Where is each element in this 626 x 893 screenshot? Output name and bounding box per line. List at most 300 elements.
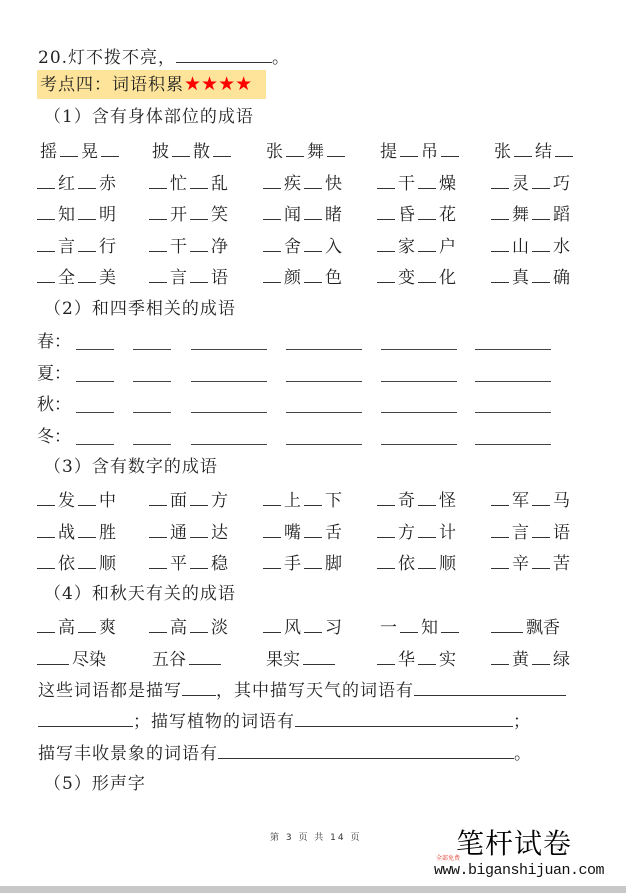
answer-blank[interactable] (263, 171, 281, 189)
idiom-item (377, 520, 459, 544)
idiom-character: 怪 (439, 491, 456, 511)
answer-blank[interactable] (418, 488, 436, 506)
idiom-item (149, 234, 231, 258)
idiom-item (263, 139, 345, 163)
answer-blank[interactable] (37, 615, 55, 633)
idiom-item (491, 234, 573, 258)
answer-blank[interactable] (78, 520, 96, 538)
idiom-character: 美 (99, 268, 116, 288)
idiom-character: 知 (58, 205, 75, 225)
answer-blank[interactable] (304, 171, 322, 189)
idiom-character: 一 (380, 618, 397, 638)
idiom-character: 摇 (40, 142, 57, 162)
answer-blank[interactable] (491, 202, 509, 220)
question-20-end: 。 (272, 48, 291, 68)
answer-blank[interactable] (304, 488, 322, 506)
idiom-character: 舞 (307, 142, 324, 162)
answer-blank[interactable] (76, 349, 114, 350)
answer-blank[interactable] (182, 679, 216, 696)
answer-blank[interactable] (37, 520, 55, 538)
answer-blank[interactable] (532, 202, 550, 220)
answer-blank[interactable] (190, 551, 208, 569)
answer-blank[interactable] (400, 139, 418, 157)
idiom-character: 下 (325, 491, 342, 511)
answer-blank[interactable] (190, 171, 208, 189)
idiom-item (377, 488, 459, 512)
idiom-character: 干 (170, 236, 187, 257)
idiom-item (149, 171, 231, 195)
answer-blank[interactable] (377, 551, 395, 569)
idiom-item (263, 520, 345, 544)
idiom-item (149, 551, 231, 575)
answer-blank[interactable] (37, 202, 55, 220)
answer-blank[interactable] (190, 488, 208, 506)
sentence-text: ，其中描写天气的词语有 (216, 681, 414, 701)
answer-blank[interactable] (76, 444, 114, 445)
answer-blank[interactable] (133, 412, 171, 413)
season-row (37, 426, 597, 448)
idiom-character: 顺 (439, 554, 456, 574)
idiom-character: 实 (439, 649, 456, 670)
idiom-character: 五谷 (152, 649, 186, 670)
idiom-item (263, 488, 345, 512)
answer-blank[interactable] (149, 265, 167, 283)
idiom-row (37, 551, 597, 573)
idiom-item (37, 171, 119, 195)
idiom-character: 真 (512, 268, 529, 288)
idiom-item (37, 647, 109, 671)
idiom-character: 华 (398, 649, 415, 670)
idiom-character: 果实 (266, 649, 300, 670)
idiom-character: 嘴 (284, 522, 301, 543)
answer-blank[interactable] (377, 488, 395, 506)
idiom-item (491, 202, 573, 226)
idiom-character: 昏 (398, 205, 415, 225)
idiom-character: 变 (398, 268, 415, 288)
idiom-character: 干 (398, 173, 415, 194)
idiom-character: 舍 (284, 236, 301, 257)
idiom-character: 言 (58, 236, 75, 257)
answer-blank[interactable] (189, 647, 221, 665)
answer-blank[interactable] (37, 647, 69, 665)
idiom-item (37, 615, 119, 639)
idiom-row (37, 488, 597, 510)
answer-blank[interactable] (37, 265, 55, 283)
section-heading (40, 73, 252, 96)
idiom-character: 结 (535, 142, 552, 162)
answer-blank[interactable] (263, 615, 281, 633)
idiom-character: 黄 (512, 649, 529, 670)
idiom-item (37, 488, 119, 512)
idiom-character: 灵 (512, 173, 529, 194)
idiom-character: 巧 (553, 173, 570, 194)
sentence-text: 描写丰收景象的词语有 (38, 744, 218, 764)
answer-blank[interactable] (149, 615, 167, 633)
idiom-item (37, 234, 119, 258)
answer-blank[interactable] (304, 234, 322, 252)
idiom-item (37, 551, 119, 575)
idiom-character: 语 (211, 268, 228, 288)
star-rating-icon: ★★★★ (184, 73, 253, 95)
sentence-text: ； (513, 712, 531, 732)
idiom-character: 苦 (553, 554, 570, 574)
answer-blank[interactable] (191, 412, 267, 413)
answer-blank[interactable] (491, 265, 509, 283)
idiom-row (37, 520, 597, 542)
answer-blank[interactable] (418, 520, 436, 538)
idiom-character: 飘香 (526, 618, 560, 638)
idiom-item (263, 615, 345, 639)
idiom-character: 依 (58, 554, 75, 574)
answer-blank[interactable] (532, 171, 550, 189)
idiom-character: 家 (398, 236, 415, 257)
idiom-item (491, 615, 563, 639)
answer-blank[interactable] (263, 551, 281, 569)
part4-sentence-1 (38, 679, 566, 702)
answer-blank[interactable] (418, 265, 436, 283)
answer-blank[interactable] (263, 202, 281, 220)
answer-blank[interactable] (304, 265, 322, 283)
answer-blank[interactable] (304, 551, 322, 569)
answer-blank[interactable] (532, 234, 550, 252)
part4-sentence-2 (38, 710, 531, 733)
idiom-character: 方 (211, 491, 228, 511)
idiom-character: 尽染 (72, 649, 106, 670)
question-20-text: 20.灯不拨不亮， (38, 48, 177, 68)
idiom-character: 辛 (512, 554, 529, 574)
idiom-character: 知 (421, 618, 438, 638)
idiom-character: 手 (284, 554, 301, 574)
answer-blank[interactable] (441, 615, 459, 633)
idiom-item (149, 615, 231, 639)
answer-blank[interactable] (532, 488, 550, 506)
idiom-row (37, 615, 597, 637)
answer-blank[interactable] (149, 171, 167, 189)
answer-blank[interactable] (78, 171, 96, 189)
idiom-item (377, 551, 459, 575)
answer-blank[interactable] (133, 381, 171, 382)
idiom-character: 吊 (421, 142, 438, 162)
idiom-item (491, 520, 573, 544)
idiom-item (491, 265, 573, 289)
answer-blank[interactable] (475, 381, 551, 382)
idiom-item (491, 139, 573, 163)
idiom-item (263, 265, 345, 289)
idiom-character: 花 (439, 205, 456, 225)
answer-blank[interactable] (377, 171, 395, 189)
idiom-character: 赤 (99, 173, 116, 194)
idiom-row (37, 139, 597, 161)
answer-blank[interactable] (263, 265, 281, 283)
idiom-item (149, 202, 231, 226)
idiom-item (491, 171, 573, 195)
answer-blank[interactable] (475, 349, 551, 350)
idiom-character: 发 (58, 491, 75, 511)
idiom-character: 达 (211, 522, 228, 543)
idiom-item (377, 234, 459, 258)
answer-blank[interactable] (78, 615, 96, 633)
answer-blank[interactable] (295, 710, 513, 727)
answer-blank[interactable] (76, 412, 114, 413)
answer-blank[interactable] (286, 139, 304, 157)
answer-blank[interactable] (377, 520, 395, 538)
answer-blank[interactable] (532, 647, 550, 665)
idiom-character: 舞 (512, 205, 529, 225)
idiom-character: 高 (170, 618, 187, 638)
answer-blank[interactable] (491, 615, 523, 633)
season-row (37, 363, 597, 385)
idiom-row (37, 647, 597, 669)
answer-blank[interactable] (377, 265, 395, 283)
answer-blank[interactable] (286, 444, 362, 445)
answer-blank[interactable] (491, 520, 509, 538)
answer-blank[interactable] (37, 551, 55, 569)
answer-blank[interactable] (78, 488, 96, 506)
answer-blank[interactable] (491, 234, 509, 252)
answer-blank[interactable] (78, 202, 96, 220)
idiom-row (37, 171, 597, 193)
season-row (37, 394, 597, 416)
answer-blank[interactable] (149, 551, 167, 569)
idiom-item (37, 202, 119, 226)
answer-blank[interactable] (37, 488, 55, 506)
answer-blank[interactable] (303, 647, 335, 665)
season-label: 夏： (37, 363, 71, 384)
idiom-character: 奇 (398, 491, 415, 511)
idiom-character: 行 (99, 236, 116, 257)
answer-blank[interactable] (475, 412, 551, 413)
answer-blank[interactable] (414, 679, 566, 696)
answer-blank[interactable] (304, 202, 322, 220)
answer-blank[interactable] (37, 171, 55, 189)
answer-blank[interactable] (491, 171, 509, 189)
idiom-item (149, 520, 231, 544)
answer-blank[interactable] (263, 488, 281, 506)
idiom-character: 燥 (439, 173, 456, 194)
answer-blank[interactable] (418, 171, 436, 189)
answer-blank[interactable] (381, 444, 457, 445)
idiom-character: 计 (439, 522, 456, 543)
idiom-character: 颜 (284, 268, 301, 288)
idiom-item (377, 265, 459, 289)
answer-blank[interactable] (190, 615, 208, 633)
idiom-row (37, 265, 597, 287)
idiom-item (263, 171, 345, 195)
idiom-character: 淡 (211, 618, 228, 638)
answer-blank[interactable] (304, 615, 322, 633)
season-row (37, 331, 597, 353)
answer-blank[interactable] (286, 412, 362, 413)
answer-blank[interactable] (101, 139, 119, 157)
idiom-character: 开 (170, 205, 187, 225)
idiom-character: 张 (494, 142, 511, 162)
idiom-character: 面 (170, 491, 187, 511)
answer-blank[interactable] (381, 412, 457, 413)
answer-blank[interactable] (133, 444, 171, 445)
idiom-character: 中 (99, 491, 116, 511)
idiom-character: 绿 (553, 649, 570, 670)
idiom-character: 山 (512, 236, 529, 257)
answer-blank[interactable] (76, 381, 114, 382)
part4-sentence-3 (38, 742, 532, 765)
section-heading-title: 考点四：词语积累 (40, 75, 184, 95)
answer-blank[interactable] (133, 349, 171, 350)
season-label: 春： (37, 332, 71, 352)
answer-blank[interactable] (191, 444, 267, 445)
answer-blank[interactable] (190, 520, 208, 538)
idiom-character: 净 (211, 236, 228, 257)
answer-blank[interactable] (172, 139, 190, 157)
idiom-character: 方 (398, 522, 415, 543)
answer-blank[interactable] (263, 234, 281, 252)
answer-blank[interactable] (418, 202, 436, 220)
idiom-character: 水 (553, 236, 570, 257)
answer-blank[interactable] (190, 234, 208, 252)
answer-blank[interactable] (149, 488, 167, 506)
idiom-item (263, 551, 345, 575)
idiom-item (377, 647, 459, 671)
idiom-item (377, 139, 459, 163)
idiom-character: 疾 (284, 173, 301, 194)
idiom-character: 明 (99, 205, 116, 225)
idiom-item (491, 488, 573, 512)
answer-blank[interactable] (60, 139, 78, 157)
season-label: 冬： (37, 426, 71, 447)
answer-blank[interactable] (191, 349, 267, 350)
idiom-character: 张 (266, 142, 283, 162)
page-indicator: 第 3 页 共 14 页 (270, 833, 362, 843)
idiom-character: 语 (553, 522, 570, 543)
answer-blank[interactable] (218, 742, 514, 759)
idiom-character: 确 (553, 268, 570, 288)
idiom-character: 战 (58, 522, 75, 543)
answer-blank[interactable] (190, 202, 208, 220)
part3-title: （3）含有数字的成语 (44, 457, 218, 477)
idiom-character: 蹈 (553, 205, 570, 225)
idiom-item (149, 265, 231, 289)
idiom-character: 快 (325, 173, 342, 194)
answer-blank[interactable] (37, 234, 55, 252)
idiom-item (37, 139, 119, 163)
answer-blank[interactable] (286, 349, 362, 350)
site-logo-title: 笔杆试卷 (456, 827, 573, 860)
idiom-item (149, 647, 221, 671)
page-bottom-bar (0, 886, 626, 893)
idiom-character: 乱 (211, 173, 228, 194)
answer-blank[interactable] (176, 46, 272, 63)
idiom-character: 提 (380, 142, 397, 162)
answer-blank[interactable] (377, 647, 395, 665)
question-20 (38, 46, 290, 69)
answer-blank[interactable] (532, 520, 550, 538)
idiom-character: 风 (284, 618, 301, 638)
answer-blank[interactable] (514, 139, 532, 157)
idiom-character: 军 (512, 491, 529, 511)
idiom-item (263, 202, 345, 226)
answer-blank[interactable] (377, 234, 395, 252)
idiom-item (377, 202, 459, 226)
answer-blank[interactable] (532, 551, 550, 569)
answer-blank[interactable] (400, 615, 418, 633)
idiom-character: 胜 (99, 522, 116, 543)
answer-blank[interactable] (491, 488, 509, 506)
answer-blank[interactable] (491, 551, 509, 569)
idiom-item (491, 647, 573, 671)
sentence-text: 这些词语都是描写 (38, 681, 182, 701)
idiom-character: 晃 (81, 142, 98, 162)
answer-blank[interactable] (38, 710, 133, 727)
part1-title: （1）含有身体部位的成语 (44, 107, 254, 127)
answer-blank[interactable] (78, 265, 96, 283)
answer-blank[interactable] (377, 202, 395, 220)
answer-blank[interactable] (532, 265, 550, 283)
idiom-row (37, 234, 597, 256)
answer-blank[interactable] (78, 551, 96, 569)
idiom-character: 高 (58, 618, 75, 638)
answer-blank[interactable] (418, 551, 436, 569)
idiom-character: 笑 (211, 205, 228, 225)
idiom-character: 全 (58, 268, 75, 288)
idiom-character: 化 (439, 268, 456, 288)
idiom-item (263, 234, 345, 258)
answer-blank[interactable] (213, 139, 231, 157)
idiom-character: 依 (398, 554, 415, 574)
site-logo-tag: 全部免费 (436, 855, 461, 862)
answer-blank[interactable] (149, 234, 167, 252)
answer-blank[interactable] (327, 139, 345, 157)
idiom-character: 平 (170, 554, 187, 574)
idiom-row (37, 202, 597, 224)
answer-blank[interactable] (78, 234, 96, 252)
idiom-character: 习 (325, 618, 342, 638)
idiom-character: 忙 (170, 173, 187, 194)
idiom-item (377, 615, 459, 639)
answer-blank[interactable] (381, 381, 457, 382)
idiom-character: 户 (439, 236, 456, 257)
sentence-text: 。 (514, 744, 532, 764)
answer-blank[interactable] (475, 444, 551, 445)
answer-blank[interactable] (418, 234, 436, 252)
answer-blank[interactable] (263, 520, 281, 538)
idiom-character: 睹 (325, 205, 342, 225)
idiom-character: 通 (170, 522, 187, 543)
answer-blank[interactable] (286, 381, 362, 382)
part2-title: （2）和四季相关的成语 (44, 299, 236, 319)
answer-blank[interactable] (441, 139, 459, 157)
idiom-item (263, 647, 335, 671)
answer-blank[interactable] (149, 520, 167, 538)
idiom-character: 稳 (211, 554, 228, 574)
answer-blank[interactable] (149, 202, 167, 220)
idiom-item (37, 520, 119, 544)
idiom-character: 言 (170, 268, 187, 288)
idiom-character: 色 (325, 268, 342, 288)
part4-title: （4）和秋天有关的成语 (44, 584, 236, 604)
answer-blank[interactable] (191, 381, 267, 382)
idiom-character: 舌 (325, 522, 342, 543)
idiom-character: 言 (512, 522, 529, 543)
answer-blank[interactable] (555, 139, 573, 157)
idiom-character: 脚 (325, 554, 342, 574)
idiom-character: 散 (193, 142, 210, 162)
answer-blank[interactable] (491, 647, 509, 665)
answer-blank[interactable] (418, 647, 436, 665)
answer-blank[interactable] (190, 265, 208, 283)
idiom-character: 马 (553, 491, 570, 511)
answer-blank[interactable] (304, 520, 322, 538)
idiom-character: 顺 (99, 554, 116, 574)
answer-blank[interactable] (381, 349, 457, 350)
